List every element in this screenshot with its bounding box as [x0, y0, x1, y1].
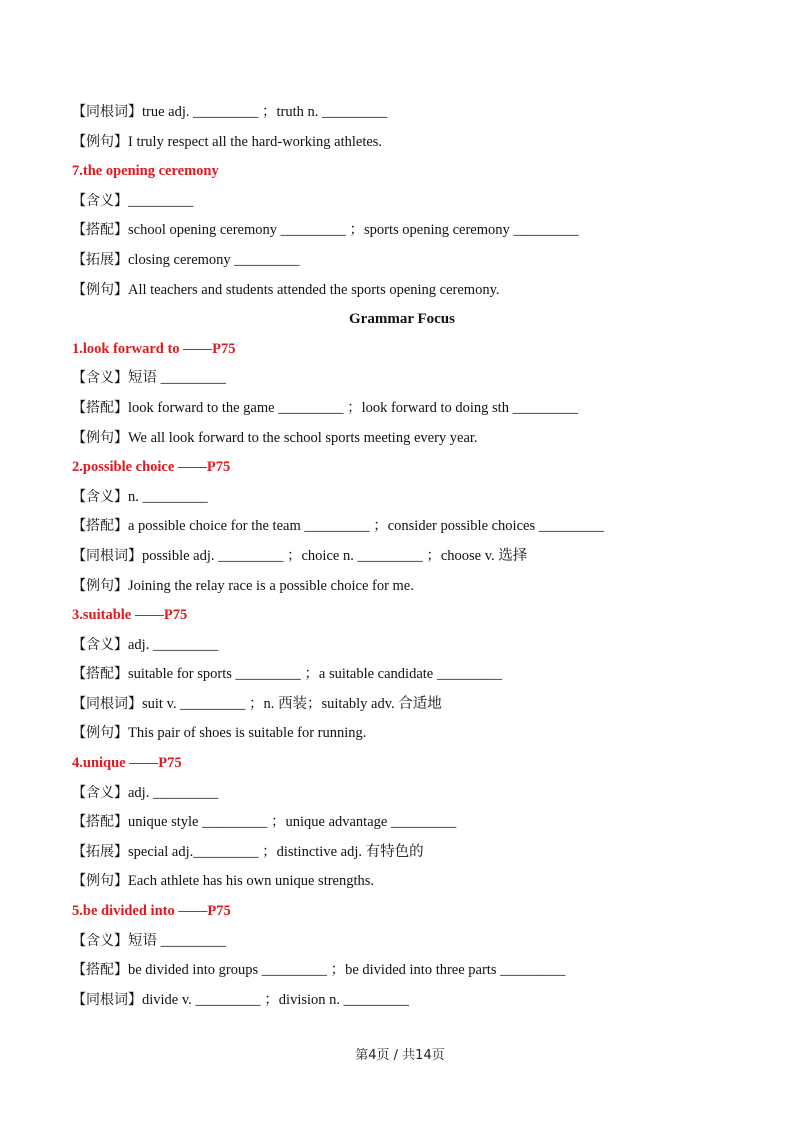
- entry-line: [72, 867, 732, 897]
- entry-line: [72, 276, 732, 306]
- entry-text: look forward to the game _________ ；look forward to doing sth _________: [128, 399, 578, 416]
- entry-text: _________: [128, 192, 194, 209]
- entry-tag: 【含义】: [72, 192, 128, 209]
- entry-tag: 【搭配】: [72, 518, 128, 535]
- entry-line: [72, 660, 732, 690]
- entry-tag: 【拓展】: [72, 251, 128, 268]
- section-heading: 7.the opening ceremony: [72, 163, 219, 180]
- entry-tag: 【拓展】: [72, 843, 128, 860]
- entry-text: This pair of shoes is suitable for running.: [128, 725, 367, 742]
- entry-tag: 【例句】: [72, 577, 128, 594]
- entry-text: suitable for sports _________ ；a suitable candidate _________: [128, 666, 503, 683]
- section-heading: 3.suitable ——P75: [72, 607, 188, 624]
- entry-tag: 【例句】: [72, 281, 128, 298]
- entry-tag: 【例句】: [72, 429, 128, 446]
- entry-line: [72, 512, 732, 542]
- entry-line: [72, 956, 732, 986]
- entry-line: [72, 128, 732, 158]
- entry-line: [72, 483, 732, 513]
- entry-text: closing ceremony _________: [128, 251, 300, 268]
- entry-text: All teachers and students attended the sports opening ceremony.: [128, 281, 500, 298]
- entry-line: [72, 246, 732, 276]
- entry-tag: 【例句】: [72, 873, 128, 890]
- entry-tag: 【含义】: [72, 370, 128, 387]
- entry-tag: 【同根词】: [72, 547, 142, 564]
- entry-line: [72, 927, 732, 957]
- entry-line: [72, 364, 732, 394]
- entry-tag: 【例句】: [72, 133, 128, 150]
- section-title: Grammar Focus: [349, 311, 455, 328]
- section-heading: 4.unique ——P75: [72, 755, 182, 772]
- entry-tag: 【同根词】: [72, 991, 142, 1008]
- entry-text: divide v. _________ ；division n. _________: [142, 991, 409, 1008]
- entry-text: true adj. _________ ；truth n. _________: [142, 104, 388, 120]
- entry-line: [72, 98, 732, 128]
- entry-line: [72, 719, 732, 749]
- entry-line: [72, 631, 732, 661]
- entry-line: [72, 572, 732, 602]
- section-heading: 5.be divided into ——P75: [72, 903, 231, 920]
- entry-tag: 【同根词】: [72, 695, 142, 712]
- entry-tag: 【搭配】: [72, 962, 128, 979]
- entry-line: [72, 187, 732, 217]
- entry-tag: 【搭配】: [72, 399, 128, 416]
- entry-tag: 【同根词】: [72, 104, 142, 120]
- entry-text: Joining the relay race is a possible choice for me.: [128, 577, 414, 594]
- entry-tag: 【搭配】: [72, 814, 128, 831]
- entry-text: I truly respect all the hard-working athletes.: [128, 133, 383, 150]
- entry-tag: 【搭配】: [72, 222, 128, 239]
- entry-text: special adj._________ ；distinctive adj. 有特色的: [128, 843, 424, 860]
- entry-tag: 【搭配】: [72, 666, 128, 683]
- entry-line: [72, 542, 732, 572]
- entry-line: [72, 424, 732, 454]
- entry-text: unique style _________ ；unique advantage _________: [128, 814, 457, 831]
- entry-tag: 【含义】: [72, 636, 128, 653]
- entry-line: [72, 394, 732, 424]
- entry-text: possible adj. _________ ；choice n. _________ ；choose v. 选择: [142, 547, 528, 564]
- entry-text: adj. _________: [128, 636, 219, 653]
- entry-tag: 【含义】: [72, 932, 128, 949]
- entry-text: be divided into groups _________ ；be divided into three parts _________: [128, 962, 566, 979]
- entry-tag: 【含义】: [72, 784, 128, 801]
- entry-tag: 【例句】: [72, 725, 128, 742]
- entry-line: [72, 808, 732, 838]
- entry-text: 短语 _________: [128, 932, 226, 949]
- entry-line: [72, 986, 732, 1016]
- entry-text: Each athlete has his own unique strengths.: [128, 873, 375, 890]
- entry-text: n. _________: [128, 488, 208, 505]
- entry-text: 短语 _________: [128, 370, 226, 387]
- entry-text: We all look forward to the school sports meeting every year.: [128, 429, 478, 446]
- document-body: [72, 98, 732, 1015]
- entry-text: school opening ceremony _________ ；sports opening ceremony _________: [128, 222, 579, 239]
- entry-line: [72, 216, 732, 246]
- entry-line: [72, 838, 732, 868]
- entry-line: [72, 690, 732, 720]
- entry-line: [72, 779, 732, 809]
- entry-text: a possible choice for the team _________ ；consider possible choices _________: [128, 518, 604, 535]
- entry-text: suit v. _________ ；n. 西装；suitably adv. 合适地: [142, 695, 442, 712]
- entry-tag: 【含义】: [72, 488, 128, 505]
- entry-text: adj. _________: [128, 784, 219, 801]
- section-heading: 1.look forward to ——P75: [72, 340, 236, 357]
- section-heading: 2.possible choice ——P75: [72, 459, 231, 476]
- page-footer: 第4页 / 共14页: [355, 1048, 445, 1063]
